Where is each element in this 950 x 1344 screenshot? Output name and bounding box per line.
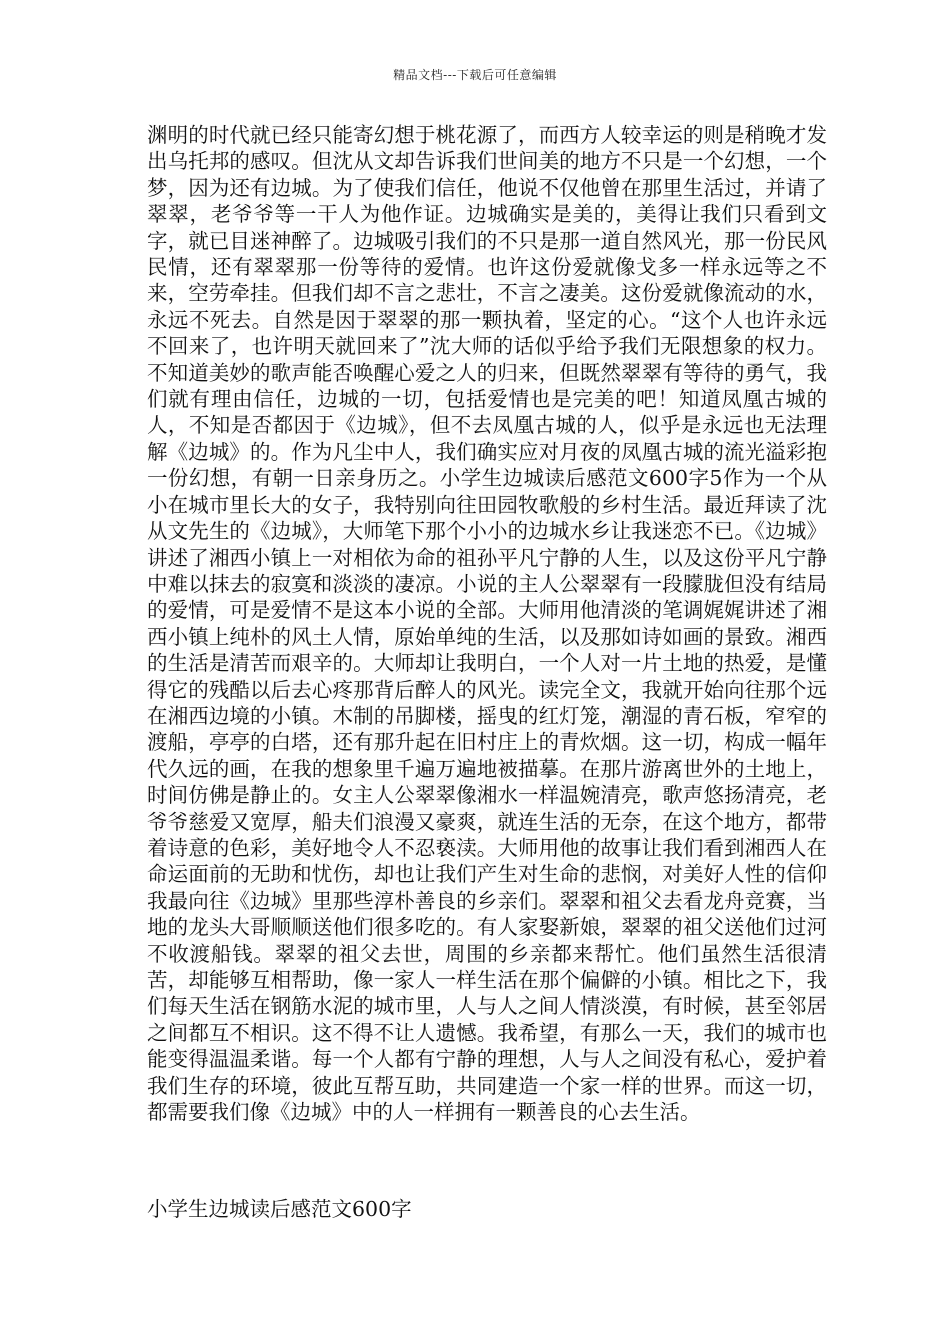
page-header: 精品文档---下载后可任意编辑 — [393, 68, 557, 82]
essay-title-line: 小学生边城读后感范文600字 — [147, 1197, 412, 1221]
essay-body: 渊明的时代就已经只能寄幻想于桃花源了，而西方人较幸运的则是稍晚才发出乌托邦的感叹。但沈从文却告诉我们世间美的地方不只是一个幻想，一个梦，因为还有边城。为了使我们信任，他说不仅他曾在那里生活过，并请了翠翠，老爷爷等一干人为他作证。边城确实是美的，美得让我们只看到文字，就已目迷神醉了。边城吸引我们的不只是那一道自然风光，那一份民风民情，还有翠翠那一份等待的爱情。也许这份爱就像戈多一样永远等之不来，空劳牵挂。但我们却不言之悲壮，不言之凄美。这份爱就像流动的水，永远不死去。自然是因于翠翠的那一颗执着，坚定的心。“这个人也许永远不回来了，也许明天就回来了”沈大师的话似乎给予我们无限想象的权力。不知道美妙的歌声能否唤醒心爱之人的归来，但既然翠翠有等待的勇气，我们就有理由信任，边城的一切，包括爱情也是完美的吧！知道凤凰古城的人，不知是否都因于《边城》，但不去凤凰古城的人，似乎是永远也无法理解《边城》的。作为凡尘中人，我们确实应对月夜的凤凰古城的流光溢彩抱一份幻想，有朝一日亲身历之。小学生边城读后感范文600字5作为一个从小在城市里长大的女子，我特别向往田园牧歌般的乡村生活。最近拜读了沈从文先生的《边城》，大师笔下那个小小的边城水乡让我迷恋不已。《边城》讲述了湘西小镇上一对相依为命的祖孙平凡宁静的人生，以及这份平凡宁静中难以抹去的寂寞和淡淡的凄凉。小说的主人公翠翠有一段朦胧但没有结局的爱情，可是爱情不是这本小说的全部。大师用他清淡的笔调娓娓讲述了湘西小镇上纯朴的风土人情，原始单纯的生活，以及那如诗如画的景致。湘西的生活是清苦而艰辛的。大师却让我明白，一个人对一片土地的热爱，是懂得它的残酷以后去心疼那背后醉人的风光。读完全文，我就开始向往那个远在湘西边境的小镇。木制的吊脚楼，摇曳的红灯笼，潮湿的青石板，窄窄的渡船，亭亭的白塔，还有那升起在旧村庄上的青炊烟。这一切，构成一幅年代久远的画，在我的想象里千遍万遍地被描摹。在那片游离世外的土地上，时间仿佛是静止的。女主人公翠翠像湘水一样温婉清亮，歌声悠扬清亮，老爷爷慈爱又宽厚，船夫们浪漫又豪爽，就连生活的无奈，在这个地方，都带着诗意的色彩，美好地令人不忍亵渎。大师用他的故事让我们看到湘西人在命运面前的无助和忧伤，却也让我们产生对生命的悲悯，对美好人性的信仰我最向往《边城》里那些淳朴善良的乡亲们。翠翠和祖父去看龙舟竞赛，当地的龙头大哥顺顺送他们很多吃的。有人家娶新娘，翠翠的祖父送他们过河不收渡船钱。翠翠的祖父去世，周围的乡亲都来帮忙。他们虽然生活很清苦，却能够互相帮助，像一家人一样生活在那个偏僻的小镇。相比之下，我们每天生活在钢筋水泥的城市里，人与人之间人情淡漠，有时候，甚至邻居之间都互不相识。这不得不让人遗憾。我希望，有那么一天，我们的城市也能变得温温柔谐。每一个人都有宁静的理想，人与人之间没有私心，爱护着我们生存的环境，彼此互帮互助，共同建造一个家一样的世界。而这一切，都需要我们像《边城》中的人一样拥有一颗善良的心去生活。 — [147, 123, 827, 1125]
